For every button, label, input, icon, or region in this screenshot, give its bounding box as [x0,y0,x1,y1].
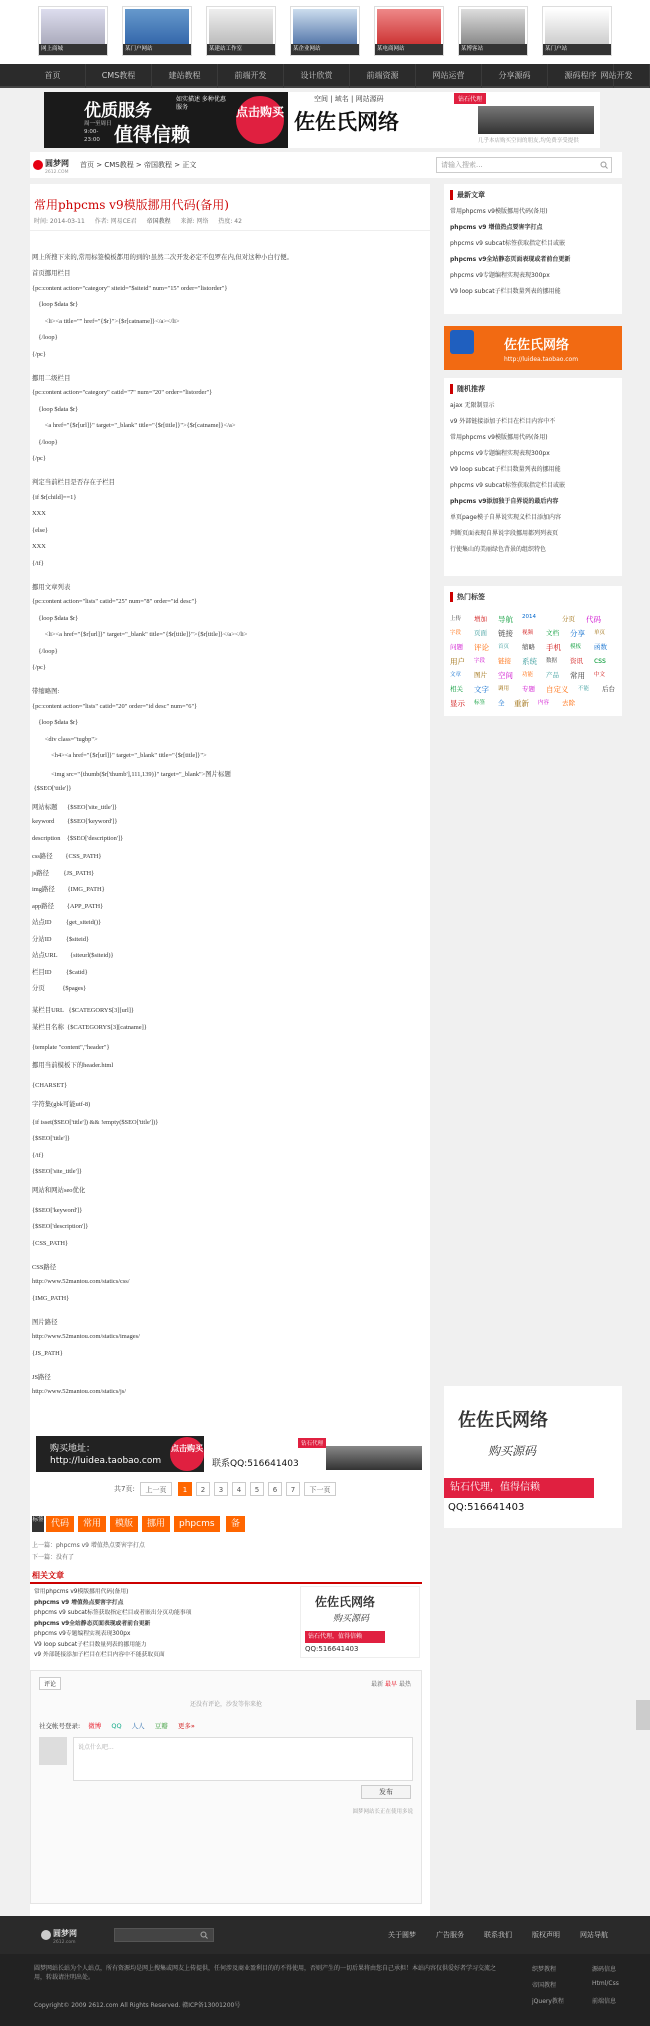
article-line: {pc:content action="category" siteid="$siteid" num="15" order="listorder"} [32,284,228,292]
sidebar-link[interactable]: ajax 无限制显示 [450,402,495,409]
sidebar-link[interactable]: 常用phpcms v9模版挪用代码(备用) [450,208,548,215]
inline-ad[interactable]: 购买地址： http://luidea.taobao.com 点击购买 联系QQ:516641403 钻石代理 [36,1436,422,1472]
article-line: {/if} [32,1151,44,1159]
article-line: {/loop} [32,438,58,446]
shield-icon [450,330,474,354]
sidebar-ad[interactable]: 佐佐氏网络 http://luidea.taobao.com [444,326,622,370]
tag-link[interactable]: 链接 [498,629,513,638]
breadcrumb: 首页 > CMS教程 > 帝国教程 > 正文 [80,161,197,169]
breadcrumb-item[interactable]: 帝国教程 [144,161,173,169]
tag-link[interactable]: 中文 [594,672,606,678]
article-line: js路径 {JS_PATH} [32,869,95,877]
powered-by[interactable]: 圆梦网站长正在使用多说 [352,1809,413,1815]
article-line: {pc:content action="category" catid="7" num="20" order="listorder"} [32,389,213,396]
article-line: 网站标题 {$SEO['site_title']} [32,803,118,811]
tag-link[interactable]: 不能 [578,686,590,692]
comment-box [30,1670,422,1904]
logo-icon [32,156,72,174]
article-line: 站点URL {siteurl($siteid)} [32,952,114,959]
related-link[interactable]: phpcms v9 增值热点要害字打点 [34,1599,124,1606]
sidebar-link[interactable]: V9 loop subcat子栏目数量列表的挪用能 [450,288,561,295]
footer-col-link[interactable]: jQuery教程 [532,1998,564,2005]
related-title: 相关文章 [32,1571,64,1580]
sidebar-tags [444,586,622,716]
tag-link[interactable]: 产品 [546,671,559,679]
scroll-top-button[interactable] [636,1700,650,1730]
page-button[interactable]: 3 [214,1482,228,1496]
thumbnail[interactable]: 某门户网站 [122,6,192,56]
search-icon[interactable] [600,161,608,171]
footer-col-link[interactable]: Html/Css [592,1980,619,1987]
breadcrumb-item[interactable]: CMS教程 [104,161,134,169]
breadcrumb-current: 正文 [182,161,197,169]
weibo-login[interactable]: 微博 [88,1722,102,1730]
article-line: 判定当前栏目是否存在子栏目 [32,479,116,486]
article-line[interactable]: http://www.52mantou.com/statics/css/ [32,1278,130,1285]
tag-link[interactable]: 图片 [474,671,487,679]
comment-sort: 最新 最早 最热 [371,1681,411,1688]
article-line: {loop $data $r} [32,719,79,726]
tag-link[interactable]: 后台 [602,685,615,693]
article-title: 常用phpcms v9模版挪用代码(备用) [34,198,229,212]
tag-link[interactable]: 增加 [474,615,487,623]
article-line: {loop $data $r} [32,614,79,622]
tag-link[interactable]: 内容 [538,700,550,706]
prev-page-button[interactable]: 上一页 [140,1482,172,1496]
article-line: 挪用当前模板下的header.html [32,1062,114,1069]
comment-tab[interactable]: 评论 [39,1677,61,1690]
nav-item[interactable]: 网站开发 [584,64,650,88]
article-line: {/pc} [32,350,46,358]
tag-cloud [444,586,622,716]
tag-link[interactable]: 分享 [570,629,585,638]
sidebar-link[interactable]: v9 外部链接添加子栏目在栏目内容中不 [450,418,556,425]
article-line: {JS_PATH} [32,1349,63,1357]
tag-link[interactable]: 手机 [546,643,561,652]
article-line: 分页 {$pages} [32,985,87,992]
keyword-tag[interactable]: 挪用 [142,1516,170,1532]
article-line: app路径 {APP_PATH} [32,902,104,910]
keyword-tag[interactable]: 备 [226,1516,245,1532]
article-line: {else} [32,526,49,534]
sidebar-title: 最新文章 [450,190,485,200]
banner-left: 优质服务 如实描述 多种优惠服务 值得信赖 周一至周日 9:00-23:00 点击购买 [44,92,288,148]
svg-text:2612.com: 2612.com [53,1940,76,1944]
article-line: css路径 {CSS_PATH} [32,853,102,860]
next-article-link[interactable]: 下一篇：没有了 [32,1554,75,1561]
footer-col-link[interactable]: 前端信息 [592,1998,617,2005]
sidebar-link[interactable]: 单页page模子自界说实现义栏目添加内容 [450,514,561,521]
sidebar-link[interactable]: phpcms v9专题编程实现表现300px [450,450,550,457]
sidebar-link[interactable]: phpcms v9专题编程实现表现300px [450,272,550,279]
tag-link[interactable]: 单页 [594,630,606,636]
tag-link[interactable]: 相关 [450,685,463,693]
pagination: 共7页: 上一页 1 2 3 4 5 6 7 下一页 [114,1482,414,1498]
tag-link[interactable]: 文字 [474,685,489,694]
nav-item[interactable]: 网站运营 [416,64,482,88]
article-line: {/if} [32,559,44,567]
article-line: XXX [32,510,46,517]
avatar [39,1737,67,1765]
footer-link[interactable]: 关于圆梦 [388,1931,416,1939]
footer-col-link[interactable]: 源码信息 [592,1966,617,1973]
nav-item[interactable]: 设计欣赏 [284,64,350,88]
tag-link[interactable]: css [594,656,606,665]
sidebar-link[interactable]: 判断页面表现自界说字段挪用都列列表页 [450,530,559,537]
article-line: {loop $data $r} [32,301,79,308]
more-login[interactable]: 更多» [177,1722,195,1730]
tag-link[interactable]: 页面 [474,629,487,637]
site-logo[interactable] [32,156,72,174]
tag-link[interactable]: 标签 [474,700,486,706]
main-nav [0,64,650,88]
article-line: {/pc} [32,455,46,462]
article-line: {CSS_PATH} [32,1239,69,1247]
nav-item[interactable]: 首页 [20,64,86,88]
breadcrumb-bar [30,152,622,178]
keyword-tags: 标签 代码 常用 模版 挪用 phpcms 备 [30,1514,430,1534]
page-button[interactable]: 5 [250,1482,264,1496]
no-comments: 还没有评论，沙发等你来抢 [189,1701,262,1708]
tag-link[interactable]: 上传 [450,616,462,622]
article-line: 某栏目名称 {$CATEGORYS[3][catname]} [32,1023,147,1031]
article-line: 栏目ID {$catid} [32,968,88,976]
tag-link[interactable]: 首页 [498,644,510,650]
sidebar-ad-2[interactable]: 佐佐氏网络 购买源码 钻石代理，值得信赖 QQ:516641403 [444,1386,622,1528]
sidebar-title: 热门标签 [450,592,485,602]
article-line: {$SEO['site_title']} [32,1168,82,1175]
related-link[interactable]: phpcms v9 subcat标签获取指定栏目或者嵌出分页功能事项 [34,1610,192,1616]
tag-link[interactable]: 功能 [522,672,534,678]
footer-col-link[interactable]: 帝国教程 [532,1982,557,1989]
thumbnail[interactable]: 某门户站 [542,6,612,56]
keyword-tag[interactable]: 模版 [110,1516,138,1532]
breadcrumb-home[interactable]: 首页 [80,161,94,169]
tag-link[interactable]: 视频 [522,630,534,636]
footer-link[interactable]: 联系我们 [484,1931,512,1939]
article-line: 带缩略图: [32,688,60,695]
prev-article-link[interactable]: 上一篇：phpcms v9 增值热点要害字打点 [32,1542,145,1549]
article-line: {pc:content action="lists" catid="25" num="8" order="id desc"} [32,598,198,605]
thumbnail[interactable]: 网上商城 [38,6,108,56]
article-line: {/loop} [32,334,58,341]
article-line: <img src="{thumb($r['thumb'],111,139)}" target="_blank">图片标题 [32,770,231,778]
sidebar-title: 随机推荐 [450,384,485,394]
article-line: {template "content","header"} [32,1043,110,1051]
nav-item[interactable]: 源码程序 [548,64,614,88]
top-thumbnail-strip [0,0,650,64]
related-link[interactable]: phpcms v9专题编程实现表现300px [34,1631,131,1637]
submit-comment-button[interactable]: 发布 [361,1785,411,1799]
buy-now-badge[interactable]: 点击购买 [236,96,284,144]
tag-link[interactable]: 模板 [570,644,582,650]
nav-item[interactable]: 前端开发 [218,64,284,88]
sidebar-link[interactable]: 行使集山的美丽绿色背景的组织特色 [450,546,547,553]
tag-link[interactable]: 函数 [594,643,607,651]
footer-col-link[interactable]: 织梦教程 [532,1966,557,1973]
nav-item[interactable]: 前端资源 [350,64,416,88]
thumbnail[interactable]: 某建站工作室 [206,6,276,56]
article-line: 图片路径 [32,1318,58,1326]
article-line: {/loop} [32,647,58,655]
page-button[interactable]: 2 [196,1482,210,1496]
article-line: XXX [32,543,46,550]
tag-link[interactable]: 资讯 [570,657,583,665]
article-line: {if isset($SEO['title']) && !empty($SEO['title'])} [32,1118,159,1126]
article-card [30,184,430,1916]
thumbnail[interactable]: 某企业网站 [290,6,360,56]
tag-link[interactable]: 导航 [498,615,513,624]
tag-link[interactable]: 自定义 [546,685,569,694]
footer-logo[interactable] [40,1926,80,1946]
article-line: {/pc} [32,664,46,671]
article-line: {$SEO['description']} [32,1223,89,1230]
tag-link[interactable]: 2014 [522,614,536,620]
sidebar-link[interactable]: phpcms v9全站静态页面表现或者前台更新 [450,256,571,263]
tag-link[interactable]: 字段 [450,630,462,636]
server-image [478,106,594,134]
tag-link[interactable]: 数据 [546,658,558,664]
sidebar-link[interactable]: phpcms v9 subcat标签获取指定栏目或嵌 [450,482,565,489]
related-link[interactable]: V9 loop subcat子栏目数量列表的挪用能力 [34,1641,147,1648]
article-line: <h4><a href="{$r[url]}" target="_blank" title="{$r[title]}"> [32,752,207,759]
keyword-tag[interactable]: 常用 [78,1516,106,1532]
thumbnail[interactable]: 某电商网站 [374,6,444,56]
article-line: <li><a title="" href="{$r}">{$r[catname]}</a></li> [32,317,180,325]
sidebar-link[interactable]: V9 loop subcat子栏目数量列表的挪用能 [450,466,561,473]
article-line: 网站和网站seo优化 [32,1186,86,1194]
tag-link[interactable]: 用户 [450,657,465,666]
article-line: {IMG_PATH} [32,1294,70,1302]
article-line: JS路径 [32,1373,51,1381]
page-button[interactable]: 7 [286,1482,300,1496]
sidebar-link[interactable]: phpcms v9 subcat标签获取指定栏目或嵌 [450,240,565,247]
page-button[interactable]: 6 [268,1482,282,1496]
keyword-tag[interactable]: phpcms [174,1516,220,1532]
tag-link[interactable]: 重新 [514,699,529,708]
article-line: <div class="tugbp"> [32,735,98,743]
tag-link[interactable]: 分页 [562,615,575,623]
svg-text:圆梦网: 圆梦网 [53,1929,77,1938]
footer-link[interactable]: 网站导航 [580,1931,608,1939]
tag-link[interactable]: 链接 [498,657,511,665]
share-bar: 社交帐号登录: 微博 QQ 人人 豆瓣 更多» [39,1722,195,1730]
sidebar-link[interactable]: phpcms v9 增值热点要害字打点 [450,224,543,231]
article-line: 字符集(gbk可能utf-8) [32,1100,91,1108]
article-meta: 时间: 2014-03-11 作者: 网易CE君 帝国教程 来源: 网络 热度: 42 [34,218,242,225]
article-line: 首页挪用栏目 [32,270,71,277]
tag-link[interactable]: 去除 [562,699,575,707]
article-line: description {$SEO['description']} [32,834,124,842]
article-line: 网上所搜下来的,常用标签模板都用的到的!虽然二次开发必定不包罗在内,但对这种小白行便。 [32,254,293,261]
article-line: 分站ID {$siteid} [32,935,90,943]
article-line: 站点ID {get_siteid()} [32,919,102,926]
page-button[interactable]: 4 [232,1482,246,1496]
article-line: {$SEO['title']} [32,1135,70,1142]
related-articles [30,1570,430,1662]
nav-item[interactable]: 分享源码 [482,64,548,88]
tag-link[interactable]: 文章 [450,672,462,678]
sidebar-random [444,378,622,576]
tag-link[interactable]: 字段 [474,658,486,664]
next-page-button[interactable]: 下一页 [304,1482,336,1496]
banner-right: 空间 | 域名 | 网站源码 钻石代理 佐佐氏网络 几乎本店购买空间的朋友,均免费享受提供 [288,92,600,148]
nav-item[interactable]: 建站教程 [152,64,218,88]
sidebar-latest [444,184,622,314]
article-line: {pc:content action="lists" catid="20" order="id desc" num="6"} [32,702,198,710]
article-line[interactable]: http://www.52mantou.com/statics/js/ [32,1388,127,1395]
article-line: keyword {$SEO['keyword']} [32,818,118,825]
related-ad[interactable]: 佐佐氏网络 购买源码 钻石代理，值得信赖 QQ:516641403 [300,1586,420,1658]
article-line: {loop $data $r} [32,405,79,413]
article-line: img路径 {IMG_PATH} [32,886,105,893]
qq-login[interactable]: QQ [111,1722,122,1730]
footer-about: 圆梦网站长站为个人站点，所有资源均是网上搜集或网友上传提供，任何涉及商业盈利目的的不得使用，否则产生的一切后果将由您自己承担！本站内容仅供爱好者学习交流之用，转载请注明出处。 [34,1965,497,1981]
search-icon[interactable] [200,1931,208,1941]
renren-login[interactable]: 人人 [131,1722,145,1730]
footer-copyright: Copyright© 2009 2612.com All Rights Reserved. 赣ICP备13001200号 [34,2002,241,2009]
footer-link[interactable]: 版权声明 [532,1931,560,1939]
related-link[interactable]: v9 外部链接添加子栏目在栏目内容中不能获取页面 [34,1652,165,1658]
article-line: <li><a href="{$r[url]}" target="_blank" title="{$r[title]}">{$r[title]}</a></li> [32,631,248,638]
tag-link[interactable]: 代码 [586,615,601,624]
comment-textarea[interactable]: 说点什么吧... [73,1737,413,1781]
article-line: {$SEO['keyword']} [32,1206,83,1214]
article-line: 某栏目URL {$CATEGORYS[3][url]} [32,1007,134,1014]
server-image [326,1446,422,1470]
tag-link[interactable]: 显示 [450,699,465,708]
article-line: 挪用文章列表 [32,583,71,591]
tag-link[interactable]: 评论 [474,643,489,652]
tag-link[interactable]: 空间 [498,671,513,680]
tag-link[interactable]: 专题 [522,685,535,693]
keyword-tag[interactable]: 代码 [46,1516,74,1532]
related-link[interactable]: 常用phpcms v9模版挪用代码(备用) [34,1589,129,1595]
footer [0,1916,650,2026]
tag-link[interactable]: 全 [498,699,505,707]
article-line: {$SEO['title']} [32,785,72,792]
sidebar-link[interactable]: 常用phpcms v9模版挪用代码(备用) [450,434,548,441]
article-line: <a href="{$r[url]}" target="_blank" title="{$r[title]}">{$r[catname]}</a> [32,422,236,429]
douban-login[interactable]: 豆瓣 [154,1722,168,1730]
footer-top [0,1916,650,1954]
article-line: {if $r[child]==1} [32,493,77,501]
tag-link[interactable]: 系统 [522,657,537,666]
search-input[interactable]: 请输入搜索... [436,157,612,173]
tag-link[interactable]: 缩略 [522,643,535,651]
nav-item[interactable]: CMS教程 [86,64,152,88]
tag-link[interactable]: 问题 [450,643,463,651]
footer-link[interactable]: 广告服务 [436,1931,464,1939]
article-line[interactable]: http://www.52mantou.com/statics/images/ [32,1333,140,1340]
svg-text:2612.COM: 2612.COM [45,170,69,174]
article-line: {CHARSET} [32,1082,68,1089]
tag-link[interactable]: 常用 [570,671,585,680]
related-link[interactable]: phpcms v9全站静态页面表现或者前台更新 [34,1620,151,1627]
svg-text:圆梦网: 圆梦网 [45,159,69,168]
footer-search-input[interactable] [114,1928,214,1942]
tag-link[interactable]: 调用 [498,686,510,692]
article-line: CSS路径 [32,1263,57,1271]
page-button[interactable]: 1 [178,1482,192,1496]
banner-ad[interactable] [44,92,600,148]
sidebar-link[interactable]: phpcms v9添加独于自界说的最后内容 [450,498,559,505]
tag-link[interactable]: 文档 [546,629,559,637]
thumbnail[interactable]: 某博客站 [458,6,528,56]
divider [30,230,430,231]
article-line: 挪用二级栏目 [32,374,71,382]
